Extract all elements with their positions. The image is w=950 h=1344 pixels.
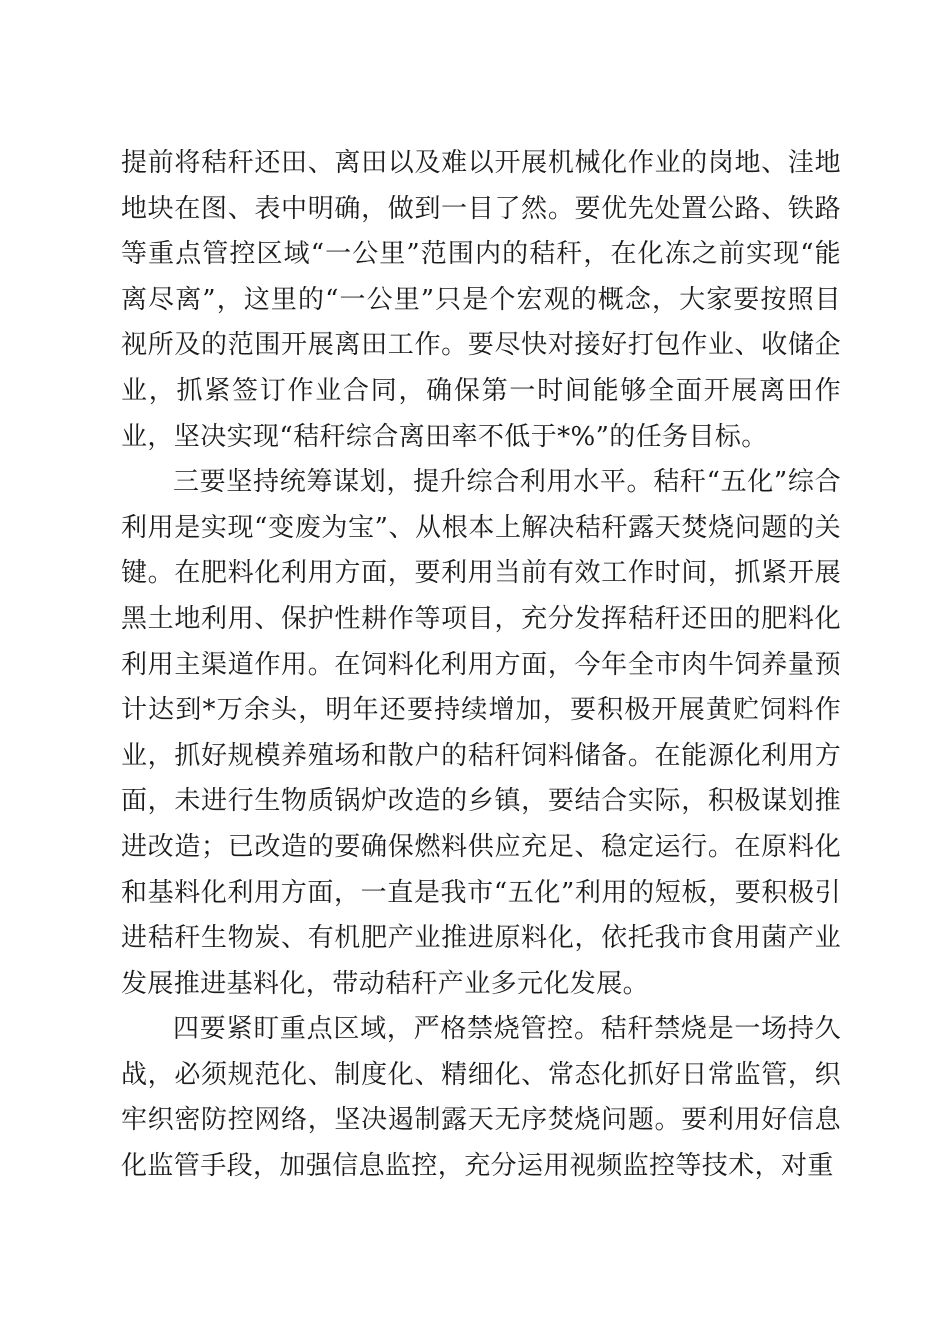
paragraph-point-four: 四要紧盯重点区域，严格禁烧管控。秸秆禁烧是一场持久战，必须规范化、制度化、精细化、常态化抓好日常监管，织牢织密防控网络，坚决遏制露天无序焚烧问题。要利用好信息化监管手段，加强信息监控，充分运用视频监控等技术，对重 [121,1014,841,1182]
document-body [121,141,841,1190]
paragraph-continuation: 提前将秸秆还田、离田以及难以开展机械化作业的岗地、洼地地块在图、表中明确，做到一目了然。要优先处置公路、铁路等重点管控区域“一公里”范围内的秸秆，在化冻之前实现“能离尽离”，这里的“一公里”只是个宏观的概念，大家要按照目视所及的范围开展离田工作。要尽快对接好打包作业、收储企业，抓紧签订作业合同，确保第一时间能够全面开展离田作业，坚决实现“秸秆综合离田率不低于*%”的任务目标。 [121,148,841,452]
paragraph-point-three: 三要坚持统筹谋划，提升综合利用水平。秸秆“五化”综合利用是实现“变废为宝”、从根本上解决秸秆露天焚烧问题的关键。在肥料化利用方面，要利用当前有效工作时间，抓紧开展黑土地利用、保护性耕作等项目，充分发挥秸秆还田的肥料化利用主渠道作用。在饲料化利用方面，今年全市肉牛饲养量预计达到*万余头，明年还要持续增加，要积极开展黄贮饲料作业，抓好规模养殖场和散户的秸秆饲料储备。在能源化利用方面，未进行生物质锅炉改造的乡镇，要结合实际，积极谋划推进改造；已改造的要确保燃料供应充足、稳定运行。在原料化和基料化利用方面，一直是我市“五化”利用的短板，要积极引进秸秆生物炭、有机肥产业推进原料化，依托我市食用菌产业发展推进基料化，带动秸秆产业多元化发展。 [121,467,841,999]
